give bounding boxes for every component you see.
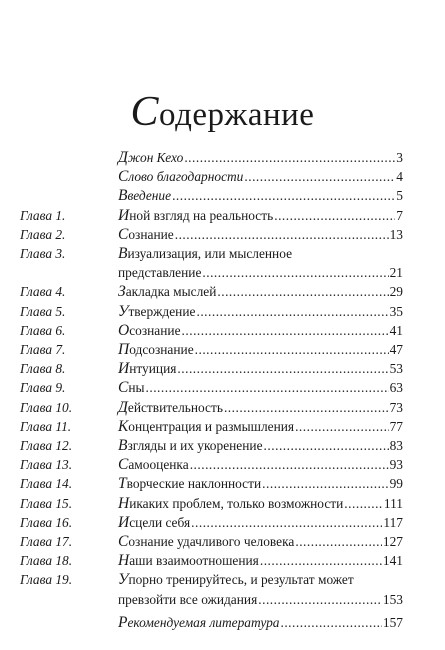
chapter-label: Глава 5. — [20, 303, 66, 319]
page-number: 5 — [396, 188, 403, 204]
page-title — [0, 88, 445, 136]
page-number: 117 — [383, 514, 403, 530]
page-number: 35 — [389, 303, 403, 319]
chapter-label: Глава 2. — [20, 226, 66, 242]
page-number: 77 — [389, 418, 403, 434]
chapter-label: Глава 19. — [20, 572, 73, 588]
page-number: 83 — [389, 438, 403, 453]
page-number: 157 — [382, 614, 403, 630]
page-number: 47 — [389, 342, 403, 357]
chapter-label: Глава 7. — [20, 342, 66, 357]
page-number: 21 — [389, 265, 403, 281]
chapter-label: Глава 8. — [20, 361, 66, 377]
chapter-label: Глава 13. — [20, 457, 73, 473]
page-number: 73 — [389, 399, 403, 415]
chapter-label: Глава 4. — [20, 284, 66, 300]
chapter-label: Глава 10. — [20, 399, 73, 415]
page-number: 3 — [396, 150, 403, 165]
page-number: 127 — [382, 534, 403, 549]
page-number: 141 — [382, 553, 403, 569]
chapter-label: Глава 15. — [20, 495, 73, 511]
page-number: 93 — [389, 457, 403, 473]
page-number: 29 — [389, 284, 403, 300]
page-number: 111 — [383, 495, 403, 511]
page-number: 153 — [382, 591, 403, 607]
page-number: 7 — [396, 207, 403, 223]
chapter-label: Глава 16. — [20, 514, 73, 530]
page-number: 53 — [389, 361, 403, 377]
title-initial: С — [130, 89, 160, 135]
chapter-label: Глава 9. — [20, 380, 66, 396]
chapter-label: Глава 3. — [20, 246, 66, 261]
chapter-label: Глава 14. — [20, 476, 73, 492]
chapter-label: Глава 18. — [20, 553, 73, 569]
page-number: 63 — [389, 380, 403, 396]
chapter-label: Глава 12. — [20, 438, 73, 453]
title-rest: одержание — [159, 97, 315, 133]
page-number: 41 — [389, 322, 403, 338]
chapter-label: Глава 11. — [20, 418, 72, 434]
chapter-label: Глава 1. — [20, 207, 66, 223]
page-number: 99 — [389, 476, 403, 492]
page-number: 4 — [396, 169, 403, 185]
page-number: 13 — [389, 226, 403, 242]
toc-page: Содержание Джон Кехо ..... 3 Слово благодарности ..... 4 Введение ..... 5 Глава 1. Иной взгляд на реальность ..... 7 Глава 2. Сознание ..... 13 Глава 3. Визуализация, или мысленное представление ..... 21 Глава 4. Закладка мыслей ..... 29 Глава 5. Утверждение ..... 35 Глава 6. Осознание ..... 41 Глава 7. Подсознание ..... 47 Глава 8. Интуиция ..... 53 Глава 9. Сны ..... 63 Глава 10. Действительность ..... 73 Глава 11. Концентрация и размышления ..... 77 Глава 12. Взгляды и их укоренение ..... 83 Глава 13. Самооценка ..... 93 Глава 14. Творческие наклонности ..... 99 Глава 15. Никаких проблем, только возможности ..... 111 Глава 16. Исцели себя ..... 117 Глава 17. Сознание удачливого человека ..... 127 Глава 18. Наши взаимоотношения ..... 141 Глава 19. Упорно тренируйтесь, и результат может превзойти все ожидания ..... 153 Рекомендуемая литература ..... 157 — [0, 0, 445, 650]
chapter-label: Глава 6. — [20, 322, 66, 338]
chapter-label: Глава 17. — [20, 534, 73, 549]
